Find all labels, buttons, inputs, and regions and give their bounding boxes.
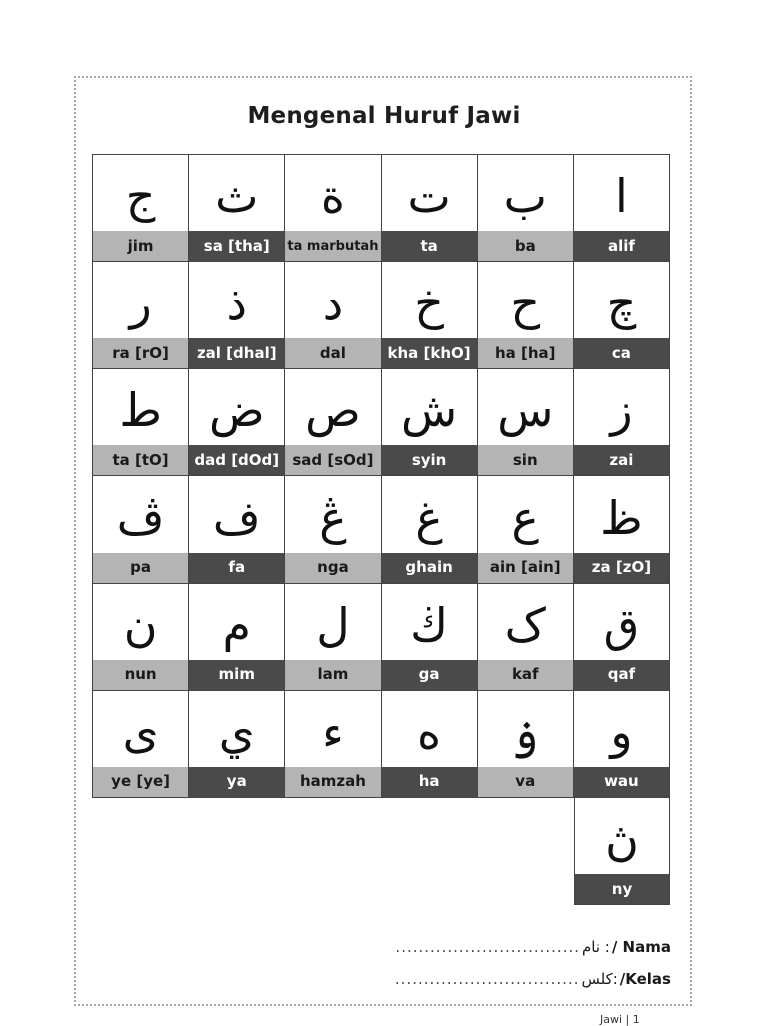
letter-card (382, 155, 478, 262)
kelas-jawi-label: :كلس (581, 970, 618, 988)
letter-glyph: چ (606, 276, 637, 331)
letter-name: hamzah (285, 767, 380, 797)
letter-glyph: ش (401, 383, 458, 438)
letter-name: ya (189, 767, 284, 797)
letter-name: lam (285, 660, 380, 690)
kelas-dots: ................................ (394, 970, 580, 988)
letter-glyph: ف (212, 490, 261, 545)
letter-card (574, 369, 670, 476)
letter-card (285, 584, 381, 691)
letter-glyph: ڤ (116, 490, 165, 545)
letter-glyph: ه (417, 704, 442, 759)
letter-card (189, 369, 285, 476)
letter-card (478, 155, 574, 262)
letter-name: jim (93, 231, 188, 261)
letter-card (382, 262, 478, 369)
page-number: Jawi | 1 (600, 1013, 640, 1026)
kelas-field[interactable] (395, 970, 671, 988)
letter-glyph: ظ (600, 490, 643, 545)
letter-card (285, 369, 381, 476)
letter-card (189, 476, 285, 583)
letter-glyph: ۏ (511, 704, 539, 759)
letter-name: mim (189, 660, 284, 690)
letter-glyph: ح (510, 276, 541, 331)
kelas-label: /Kelas (619, 970, 671, 988)
letter-glyph: ة (320, 169, 345, 224)
letter-glyph: ج (125, 169, 156, 224)
letter-glyph: ق (603, 597, 640, 652)
nama-dots: ................................ (395, 938, 580, 956)
letter-card (93, 476, 189, 583)
letter-name: dad [dOd] (189, 445, 284, 475)
letter-grid (92, 154, 670, 798)
letter-name: wau (574, 767, 669, 797)
letter-glyph: ک (504, 597, 546, 652)
letter-glyph: خ (414, 276, 444, 331)
letter-card (382, 476, 478, 583)
letter-name: alif (574, 231, 669, 261)
nama-field[interactable] (395, 938, 671, 956)
letter-card (285, 476, 381, 583)
letter-name: fa (189, 553, 284, 583)
letter-name: pa (93, 553, 188, 583)
letter-card (93, 691, 189, 798)
page-title: Mengenal Huruf Jawi (247, 103, 521, 129)
letter-card (285, 691, 381, 798)
letter-name: ha (382, 767, 477, 797)
letter-card (93, 262, 189, 369)
letter-name: ga (382, 660, 477, 690)
letter-card (285, 262, 381, 369)
letter-name: ca (574, 338, 669, 368)
letter-glyph: ض (208, 383, 265, 438)
letter-name: ta (382, 231, 477, 261)
letter-card (478, 691, 574, 798)
letter-name: kaf (478, 660, 573, 690)
letter-glyph: س (497, 383, 554, 438)
letter-glyph: ت (407, 169, 451, 224)
letter-card (574, 155, 670, 262)
letter-glyph: ص (305, 383, 361, 438)
letter-glyph: و (610, 704, 633, 759)
letter-name: ha [ha] (478, 338, 573, 368)
letter-card (574, 584, 670, 691)
letter-card (285, 155, 381, 262)
letter-glyph: ز (610, 383, 633, 438)
letter-card (189, 584, 285, 691)
letter-glyph: ن (123, 597, 158, 652)
letter-glyph: ر (129, 276, 152, 331)
nama-jawi-label: : نام (582, 938, 610, 956)
letter-name: ghain (382, 553, 477, 583)
letter-name: nga (285, 553, 380, 583)
letter-glyph: ع (511, 490, 539, 545)
letter-name: ye [ye] (93, 767, 188, 797)
letter-card (189, 691, 285, 798)
letter-name: ta marbutah (285, 231, 380, 261)
letter-name: syin (382, 445, 477, 475)
letter-glyph: د (322, 276, 344, 331)
letter-glyph: ء (322, 704, 344, 759)
letter-name: nun (93, 660, 188, 690)
letter-name: za [zO] (574, 553, 669, 583)
letter-card (382, 584, 478, 691)
letter-card (189, 262, 285, 369)
letter-card (478, 369, 574, 476)
letter-name: sin (478, 445, 573, 475)
letter-name: ain [ain] (478, 553, 573, 583)
letter-card (478, 584, 574, 691)
nama-label: / Nama (611, 938, 671, 956)
letter-glyph: م (222, 597, 251, 652)
letter-name: qaf (574, 660, 669, 690)
letter-glyph: ث (215, 169, 259, 224)
letter-glyph: غ (415, 490, 443, 545)
letter-glyph: ڬ (410, 597, 449, 652)
letter-name: sa [tha] (189, 231, 284, 261)
letter-glyph: ى (122, 704, 159, 759)
letter-name: ra [rO] (93, 338, 188, 368)
letter-glyph: ط (119, 383, 162, 438)
letter-glyph: ل (316, 597, 350, 652)
letter-card (382, 369, 478, 476)
letter-card (574, 691, 670, 798)
letter-card (93, 584, 189, 691)
letter-name: zai (574, 445, 669, 475)
letter-name: ba (478, 231, 573, 261)
letter-card (93, 155, 189, 262)
letter-glyph: ي (218, 704, 255, 759)
letter-glyph: ڽ (605, 812, 639, 866)
letter-glyph: ذ (226, 276, 247, 331)
letter-name: va (478, 767, 573, 797)
letter-name: ta [tO] (93, 445, 188, 475)
letter-glyph: ب (503, 169, 547, 224)
letter-card (478, 476, 574, 583)
letter-card (574, 262, 670, 369)
letter-card (93, 369, 189, 476)
letter-glyph: ا (615, 169, 628, 224)
letter-name: dal (285, 338, 380, 368)
letter-card-extra (574, 798, 670, 905)
letter-card (574, 476, 670, 583)
letter-card (382, 691, 478, 798)
letter-card (189, 155, 285, 262)
letter-card (478, 262, 574, 369)
letter-name: zal [dhal] (189, 338, 284, 368)
letter-name: ny (575, 874, 669, 904)
letter-glyph: ڠ (319, 490, 347, 545)
letter-name: sad [sOd] (285, 445, 380, 475)
letter-name: kha [khO] (382, 338, 477, 368)
